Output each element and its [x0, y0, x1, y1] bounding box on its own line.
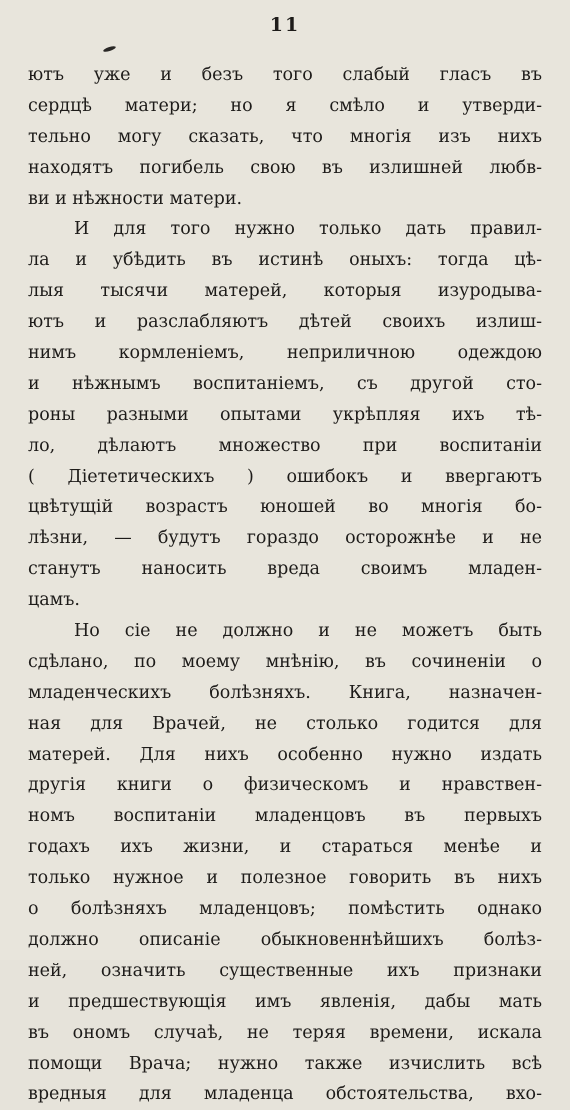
text-line: сердцѣ матери; но я смѣло и утверди-: [28, 95, 542, 116]
text-line: цвѣтущій возрастъ юношей во многія бо-: [28, 497, 542, 518]
text-line: сдѣлано, по моему мнѣнію, въ сочиненіи о: [28, 651, 542, 672]
text-line: и нѣжнымъ воспитаніемъ, съ другой сто-: [28, 373, 542, 394]
text-line: ло, дѣлаютъ множество при воспитаніи: [28, 435, 542, 456]
text-line: помощи Врача; нужно также изчислить всѣ: [28, 1053, 542, 1074]
text-line: ла и убѣдить въ истинѣ оныхъ: тогда цѣ-: [28, 250, 542, 271]
text-line: матерей. Для нихъ особенно нужно издать: [28, 744, 542, 765]
text-line: лыя тысячи матерей, которыя изуродыва-: [28, 281, 542, 302]
page-number: 11: [269, 14, 301, 36]
text-line: ютъ и разслабляютъ дѣтей своихъ излиш-: [28, 312, 542, 333]
text-line: только нужное и полезное говорить въ нихъ: [28, 868, 542, 889]
text-line: тельно могу сказать, что многія изъ нихъ: [28, 126, 542, 147]
text-line: годахъ ихъ жизни, и стараться менѣе и: [28, 837, 542, 858]
text-line: станутъ наносить вреда своимъ младен-: [28, 559, 542, 580]
text-line: лѣзни, — будутъ гораздо осторожнѣе и не: [28, 528, 542, 549]
text-line: и предшествующія имъ явленія, дабы мать: [28, 991, 542, 1012]
text-line: находятъ погибель свою въ излишней любв-: [28, 157, 542, 178]
body-text: [28, 60, 542, 1110]
ink-smudge: [103, 45, 117, 53]
text-line: И для того нужно только дать правил-: [74, 219, 542, 240]
text-line: другія книги о физическомъ и нравствен-: [28, 775, 542, 796]
text-line: ней, означить существенные ихъ признаки: [28, 960, 542, 981]
text-line: ютъ уже и безъ того слабый гласъ въ: [28, 65, 542, 85]
text-line: нимъ кормленіемъ, неприличною одеждою: [28, 343, 542, 364]
text-line: въ ономъ случаѣ, не теряя времени, искала: [28, 1022, 542, 1043]
text-line: вредныя для младенца обстоятельства, вхо-: [28, 1084, 542, 1105]
text-line: должно описаніе обыкновеннѣйшихъ болѣз-: [28, 929, 542, 950]
text-line: цамъ.: [28, 590, 80, 611]
text-line: ( Діететическихъ ) ошибокъ и ввергаютъ: [28, 466, 542, 487]
text-line: ная для Врачей, не столько годится для: [28, 713, 542, 734]
text-line: роны разными опытами укрѣпляя ихъ тѣ-: [28, 404, 542, 425]
text-line: ви и нѣжности матери.: [28, 188, 243, 209]
text-line: о болѣзняхъ младенцовъ; помѣстить однако: [28, 899, 542, 920]
text-line: младенческихъ болѣзняхъ. Книга, назначен-: [28, 682, 542, 703]
text-line: номъ воспитаніи младенцовъ въ первыхъ: [28, 806, 542, 827]
text-line: Но сіе не должно и не можетъ быть: [74, 621, 542, 642]
